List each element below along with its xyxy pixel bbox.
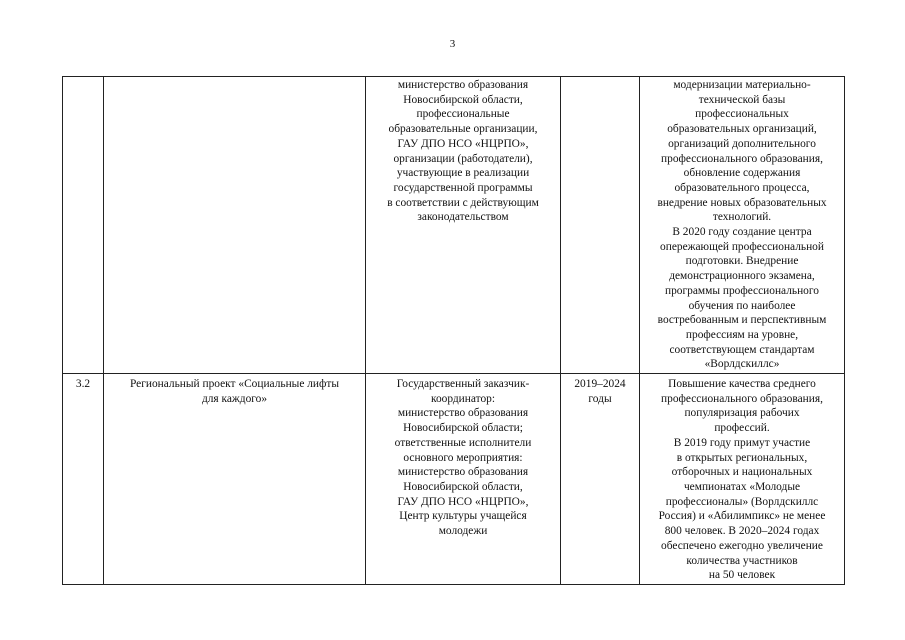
cell-result [640, 77, 845, 374]
cell-text-line: 2019–2024 [574, 378, 626, 391]
cell-text-line: Центр культуры учащейся [399, 510, 527, 523]
cell-text-line: соответствующем стандартам [669, 343, 815, 356]
cell-text-line: внедрение новых образовательных [657, 196, 827, 209]
cell-text-line: в открытых региональных, [676, 451, 808, 464]
cell-text-line: профессионалы» (Ворлдскиллс [665, 495, 819, 508]
cell-text-line: обеспечено ежегодно увеличение [661, 539, 823, 552]
cell-text-line: популяризация рабочих [684, 407, 800, 420]
cell-text-line: организации (работодатели), [393, 152, 533, 165]
page-number: 3 [449, 38, 456, 50]
cell-text-line: министерство образования [397, 407, 529, 420]
cell-result [640, 374, 845, 585]
program-table [62, 76, 845, 585]
cell-text-line: демонстрационного экзамена, [669, 270, 815, 283]
cell-number [63, 77, 104, 374]
cell-text-line: подготовки. Внедрение [685, 255, 799, 268]
cell-text-line: профессиональных [695, 108, 789, 121]
cell-text-line: на 50 человек [708, 569, 776, 582]
cell-text-line: образовательного процесса, [674, 181, 810, 194]
cell-text-line: годы [588, 392, 612, 405]
table-row [63, 374, 845, 585]
table-row [63, 77, 845, 374]
cell-text-line: координатор: [430, 392, 496, 405]
cell-text-line: технической базы [698, 93, 786, 106]
cell-period [561, 374, 640, 585]
cell-text-line: образовательные организации, [388, 123, 538, 136]
cell-text-line: для каждого» [201, 392, 268, 405]
cell-text-line: ГАУ ДПО НСО «НЦРПО», [397, 495, 529, 508]
cell-text-line: организаций дополнительного [668, 137, 816, 150]
cell-executors [366, 374, 561, 585]
cell-text-line: технологий. [712, 211, 772, 224]
cell-text-line: Россия) и «Абилимпикс» не менее [658, 510, 826, 523]
cell-text-line: основного мероприятия: [403, 451, 523, 464]
cell-text-line: обучения по наиболее [688, 299, 796, 312]
cell-text-line: «Ворлдскиллс» [704, 358, 780, 371]
cell-text-line: законодательством [417, 211, 509, 224]
cell-text-line: профессионального образования, [661, 392, 823, 405]
cell-text-line: Новосибирской области, [403, 93, 523, 106]
cell-text-line: количества участников [686, 554, 798, 567]
cell-name [104, 374, 366, 585]
cell-text-line: ответственные исполнители [394, 436, 532, 449]
cell-text-line: Новосибирской области, [403, 480, 523, 493]
cell-text-line: Региональный проект «Социальные лифты [129, 378, 340, 391]
cell-text-line: ГАУ ДПО НСО «НЦРПО», [397, 137, 529, 150]
cell-text-line: обновление содержания [683, 167, 801, 180]
cell-executors [366, 77, 561, 374]
cell-text-line: профессиональные [416, 108, 510, 121]
cell-text-line: профессиям на уровне, [685, 328, 799, 341]
cell-text-line: Новосибирской области; [403, 422, 523, 435]
cell-text-line: 800 человек. В 2020–2024 годах [664, 525, 820, 538]
cell-text-line: профессий. [714, 422, 770, 435]
cell-text-line: министерство образования [397, 466, 529, 479]
cell-text-line: программы профессионального [665, 284, 819, 297]
cell-period [561, 77, 640, 374]
cell-text-line: Государственный заказчик- [396, 378, 530, 391]
cell-text-line: востребованным и перспективным [657, 314, 827, 327]
cell-text-line: В 2020 году создание центра [672, 226, 812, 239]
cell-text-line: отборочных и национальных [671, 466, 813, 479]
cell-text-line: участвующие в реализации [396, 167, 530, 180]
cell-text-line: модернизации материально- [673, 79, 811, 91]
cell-name [104, 77, 366, 374]
cell-text-line: В 2019 году примут участие [673, 436, 811, 449]
cell-text-line: молодежи [438, 525, 488, 538]
cell-text-line: в соответствии с действующим [387, 196, 539, 209]
cell-text-line: опережающей профессиональной [660, 240, 824, 253]
cell-text-line: чемпионатах «Молодые [683, 480, 801, 493]
cell-text-line: образовательных организаций, [667, 123, 817, 136]
cell-number: 3.2 [63, 374, 104, 585]
cell-text-line: министерство образования [397, 79, 529, 91]
cell-text-line: профессионального образования, [661, 152, 823, 165]
cell-text-line: государственной программы [393, 181, 533, 194]
cell-text-line: Повышение качества среднего [668, 378, 816, 391]
